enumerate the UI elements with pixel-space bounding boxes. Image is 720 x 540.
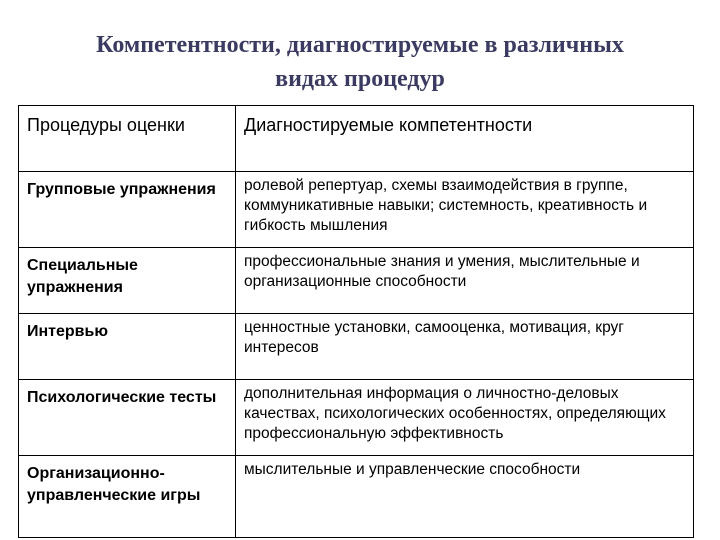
procedure-cell: Специальные упражнения [19,248,236,314]
page-title-line-2: видах процедур [275,66,445,92]
table-row [19,248,694,314]
table-row [19,172,694,248]
procedure-cell: Организационно-управленческие игры [19,456,236,538]
procedure-cell: Психологические тесты [19,380,236,456]
table-row [19,456,694,538]
competencies-cell: профессиональные знания и умения, мыслительные и организационные способности [236,248,694,314]
table-row [19,314,694,380]
competencies-cell: мыслительные и управленческие способности [236,456,694,538]
table-row [19,380,694,456]
procedures-table [18,105,694,538]
header-competencies: Диагностируемые компетентности [236,106,694,172]
competencies-cell: дополнительная информация о личностно-деловых качествах, психологических особенностях, определяющих профессиональную эффективность [236,380,694,456]
competencies-cell: ценностные установки, самооценка, мотивация, круг интересов [236,314,694,380]
page-title-line-1: Компетентности, диагностируемые в различных [96,32,624,58]
table-header-row [19,106,694,172]
header-procedure: Процедуры оценки [19,106,236,172]
page-title [0,28,720,96]
competencies-cell: ролевой репертуар, схемы взаимодействия в группе, коммуникативные навыки; системность, креативность и гибкость мышления [236,172,694,248]
procedure-cell: Интервью [19,314,236,380]
procedure-cell: Групповые упражнения [19,172,236,248]
